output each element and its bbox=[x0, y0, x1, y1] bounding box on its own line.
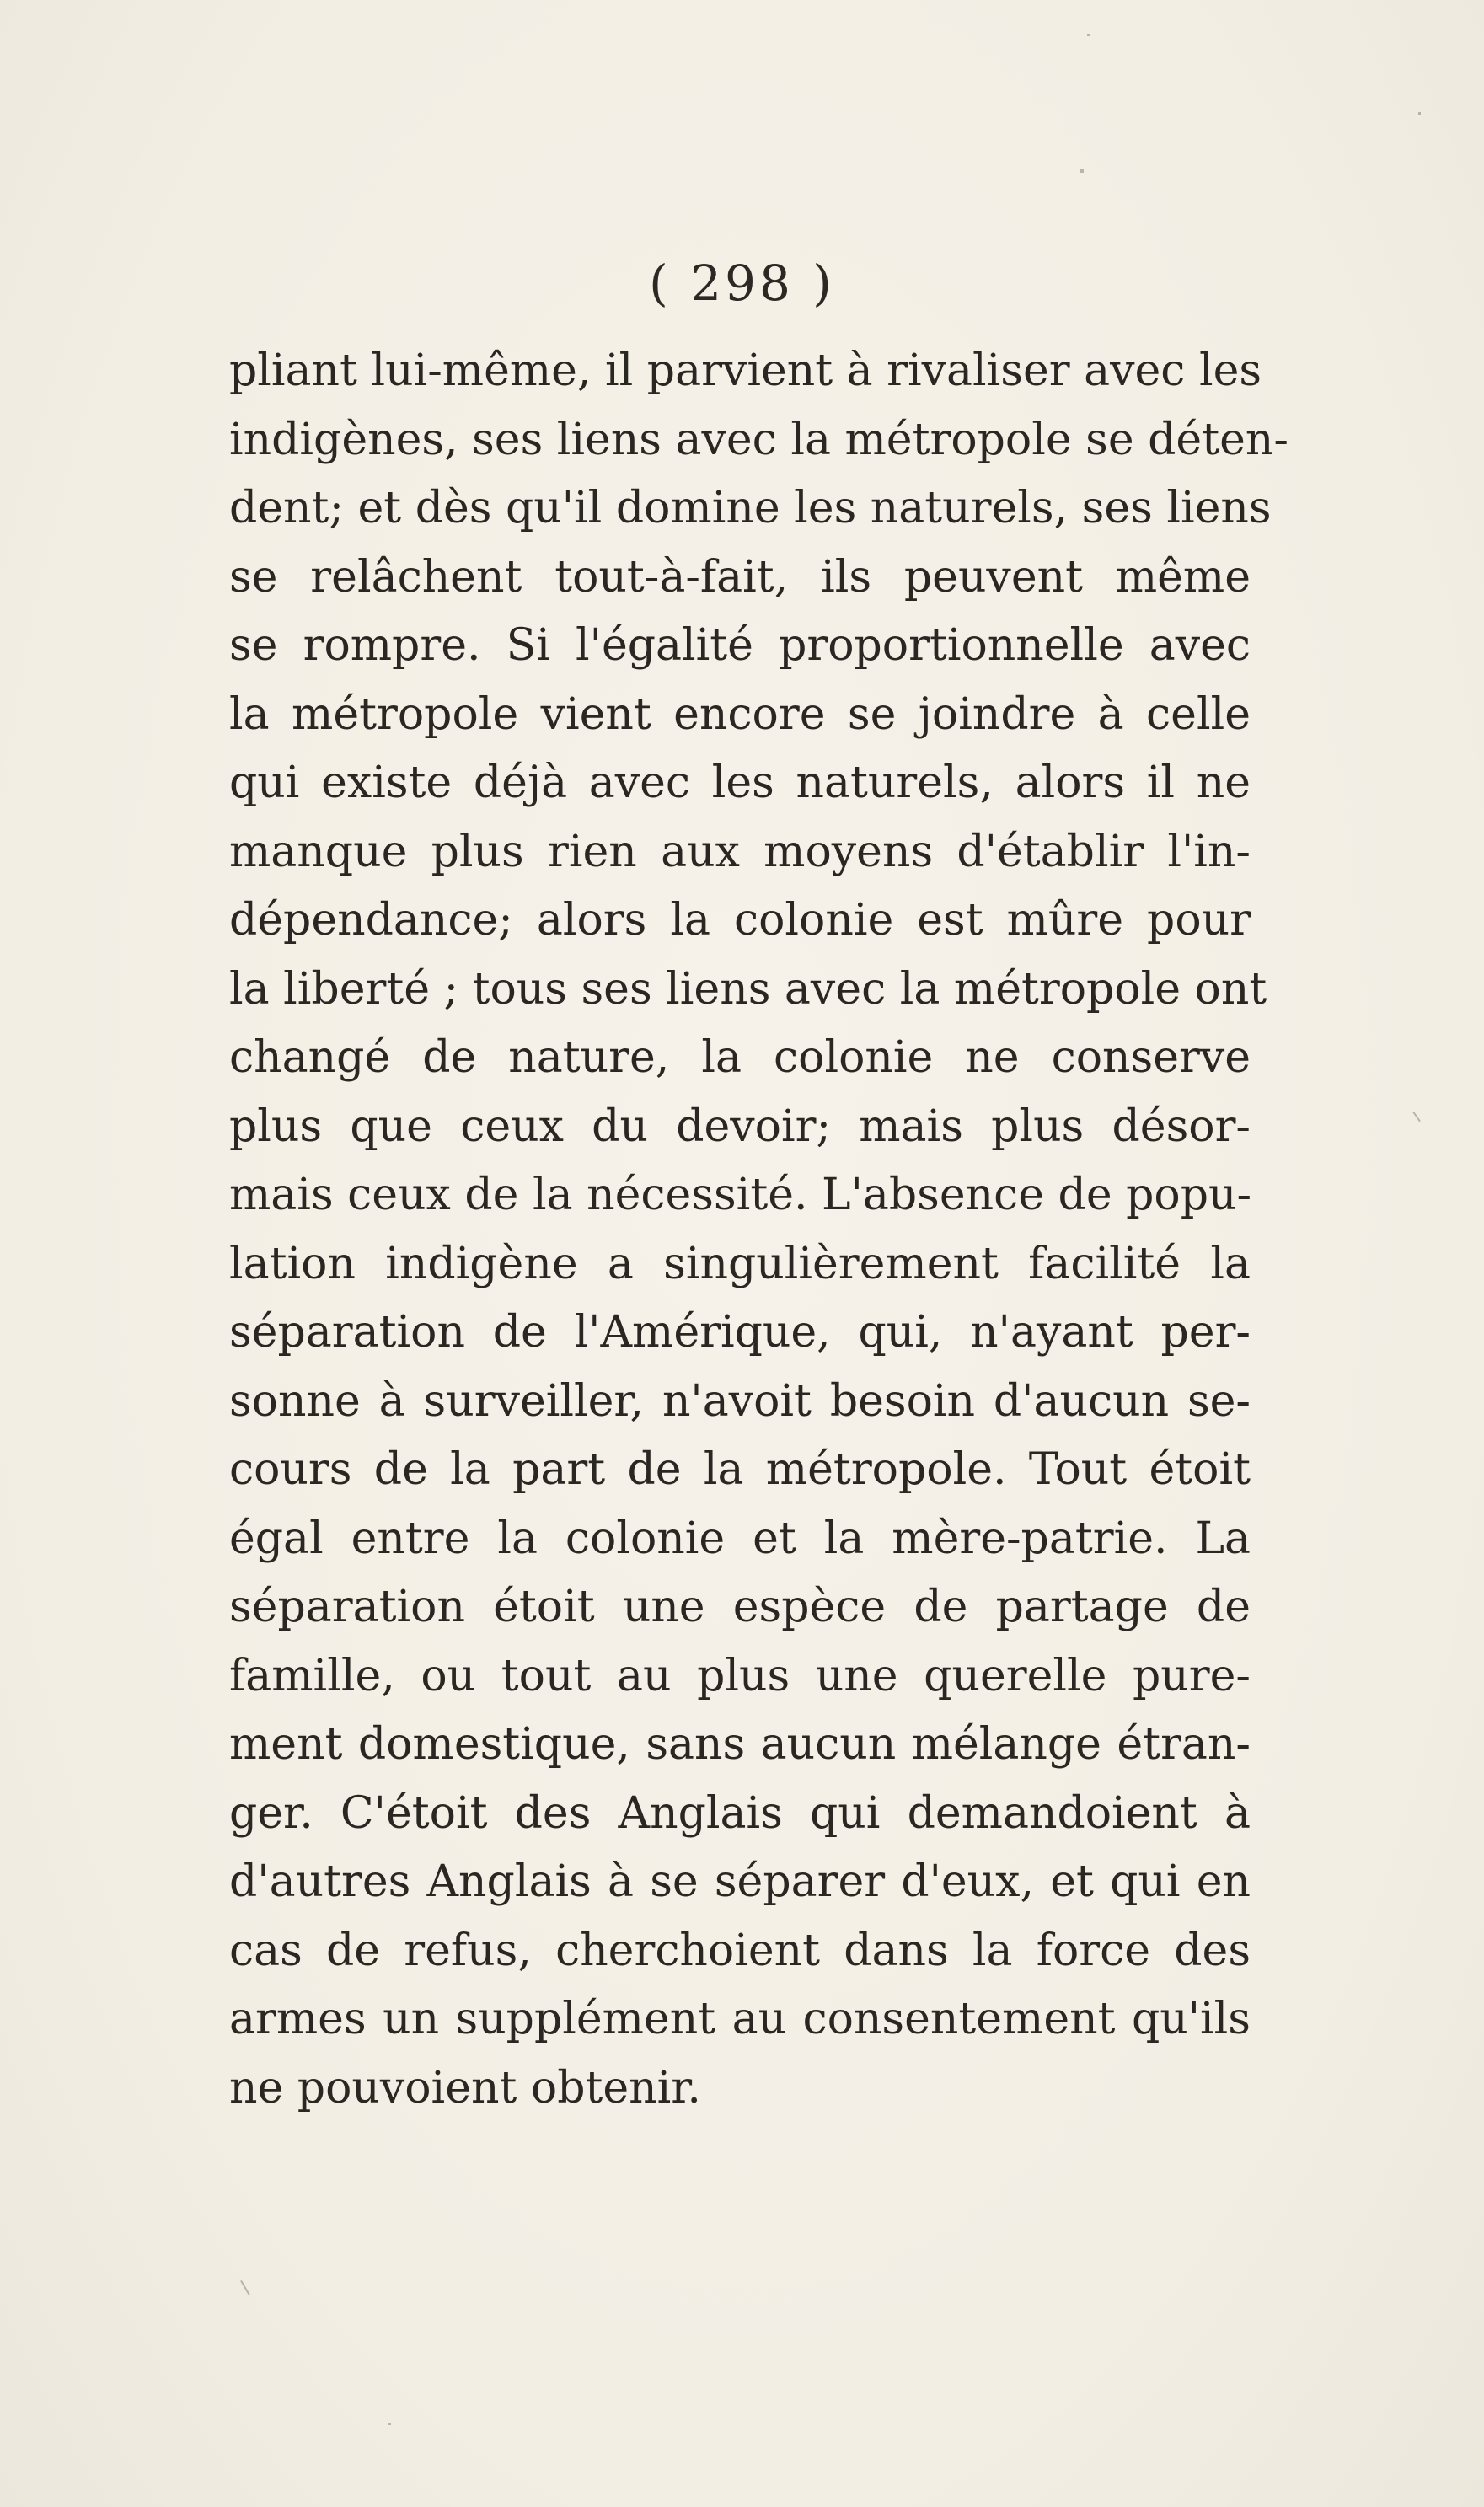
text-line: plus que ceux du devoir; mais plus désor- bbox=[229, 1101, 1251, 1152]
text-line: manque plus rien aux moyens d'établir l'in- bbox=[229, 826, 1251, 877]
text-line: changé de nature, la colonie ne conserve bbox=[229, 1032, 1251, 1083]
text-line: indigènes, ses liens avec la métropole se déten- bbox=[229, 414, 1288, 465]
text-line: dépendance; alors la colonie est mûre pour bbox=[229, 895, 1251, 945]
body-text bbox=[229, 337, 1288, 2123]
text-line: séparation de l'Amérique, qui, n'ayant per- bbox=[229, 1307, 1251, 1358]
text-line: cas de refus, cherchoient dans la force des bbox=[229, 1925, 1251, 1976]
text-line: lation indigène a singulièrement facilité la bbox=[229, 1238, 1251, 1289]
text-line: séparation étoit une espèce de partage de bbox=[229, 1582, 1251, 1632]
paper-speck bbox=[1087, 34, 1090, 36]
text-line: d'autres Anglais à se séparer d'eux, et qui en bbox=[229, 1856, 1251, 1907]
paper-speck bbox=[1418, 112, 1421, 115]
text-line: dent; et dès qu'il domine les naturels, ses liens bbox=[229, 483, 1272, 533]
text-line: famille, ou tout au plus une querelle pure- bbox=[229, 1650, 1251, 1701]
text-line: se rompre. Si l'égalité proportionnelle avec bbox=[229, 620, 1251, 671]
text-line: ment domestique, sans aucun mélange étran- bbox=[229, 1719, 1251, 1770]
page-number: ( 298 ) bbox=[649, 254, 835, 312]
text-line: la métropole vient encore se joindre à celle bbox=[229, 688, 1251, 740]
text-line: sonne à surveiller, n'avoit besoin d'aucun se- bbox=[229, 1375, 1251, 1427]
paper-speck bbox=[388, 2423, 391, 2425]
text-line: se relâchent tout-à-fait, ils peuvent même bbox=[229, 551, 1251, 603]
text-line: qui existe déjà avec les naturels, alors il ne bbox=[229, 758, 1251, 808]
text-line: pliant lui-même, il parvient à rivaliser avec les bbox=[229, 346, 1262, 396]
text-line: mais ceux de la nécessité. L'absence de popu- bbox=[229, 1170, 1252, 1220]
text-line: la liberté ; tous ses liens avec la métropole ont bbox=[229, 963, 1267, 1015]
text-line: armes un supplément au consentement qu'ils bbox=[229, 1994, 1251, 2044]
text-line: cours de la part de la métropole. Tout étoit bbox=[229, 1444, 1251, 1495]
paper-speck bbox=[1412, 1112, 1421, 1122]
text-line: ger. C'étoit des Anglais qui demandoient à bbox=[229, 1787, 1251, 1839]
paper-speck bbox=[240, 2280, 250, 2295]
text-line: égal entre la colonie et la mère-patrie. La bbox=[229, 1513, 1251, 1564]
text-line: ne pouvoient obtenir. bbox=[229, 2062, 701, 2113]
paper-speck bbox=[1080, 169, 1084, 173]
